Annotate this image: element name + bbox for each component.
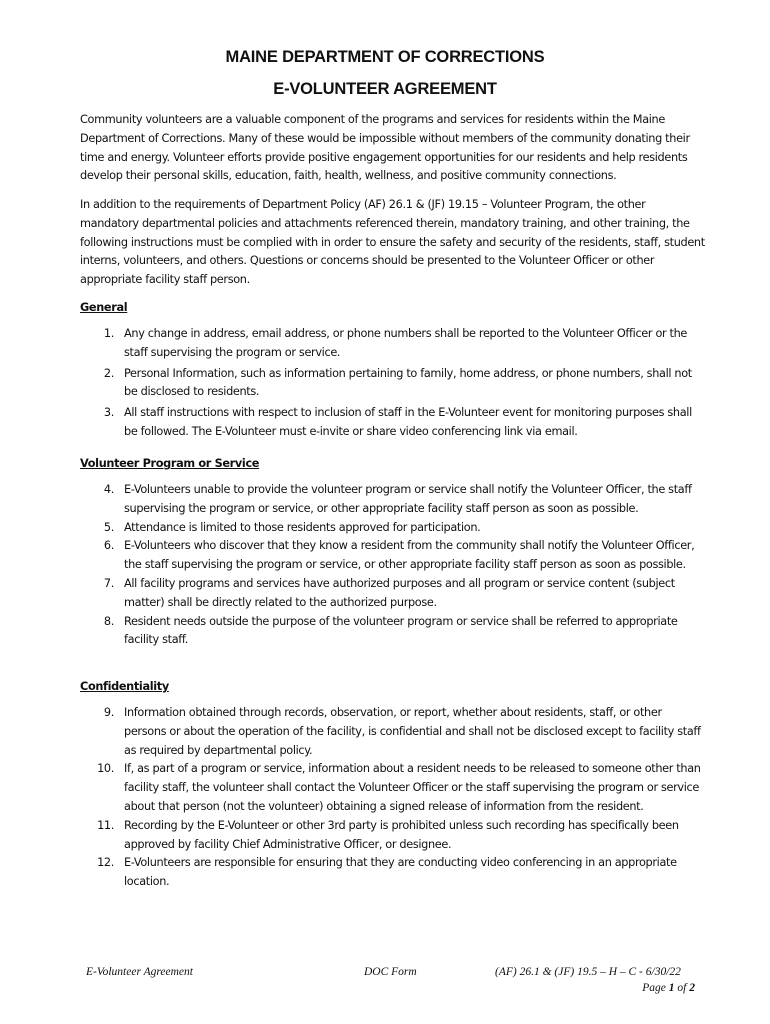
list-item-text: E-Volunteers unable to provide the volunteer program or service shall notify the Volunteer Officer, the staff supervising the program or service, or other appropriate facility staff person as soon as possible. [124, 483, 692, 515]
list-item [80, 760, 705, 816]
list-item-text: E-Volunteers are responsible for ensuring that they are conducting video conferencing in an appropriate location. [124, 856, 677, 889]
list-item [80, 365, 705, 403]
footer-form-name: E-Volunteer Agreement [86, 966, 193, 978]
list-item-number: 6. [103, 539, 114, 553]
list-item-number: 2. [103, 366, 114, 380]
section-heading-volunteer-program: Volunteer Program or Service [80, 457, 260, 470]
list-item-number: 3. [103, 406, 114, 420]
list-item [80, 575, 705, 613]
footer-form-type: DOC Form [364, 966, 417, 978]
list-item-number: 11. [97, 818, 114, 832]
page-number [642, 982, 695, 994]
list-item-number: 1. [103, 327, 114, 340]
footer-policy-ref: (AF) 26.1 & (JF) 19.5 – H – C - 6/30/22 [495, 966, 681, 978]
list-item [80, 537, 705, 575]
list-item-text: Resident needs outside the purpose of the volunteer program or service shall be referred to appropriate facility staff. [124, 614, 678, 647]
list-item [80, 817, 705, 855]
page-title: MAINE DEPARTMENT OF CORRECTIONS [225, 48, 545, 66]
page-separator: of [674, 982, 690, 994]
list-item-number: 9. [103, 706, 114, 719]
list-item-number: 12. [97, 856, 114, 870]
page-label: Page [642, 982, 669, 994]
list-item [80, 481, 705, 519]
list-item-text: All facility programs and services have authorized purposes and all program or service content (subject matter) shall be directly related to the authorized purpose. [124, 576, 675, 609]
section-heading-confidentiality: Confidentiality [80, 680, 169, 693]
requirements-paragraph: In addition to the requirements of Department Policy (AF) 26.1 & (JF) 19.15 – Volunteer Program, the other mandatory departmental policies and attachments referenced therein, mandatory training, and other training, the following instructions must be complied with in order to ensure the safety and security of the residents, staff, student interns, volunteers, and others. Questions or concerns should be presented to the Volunteer Officer or other appropriate facility staff person. [80, 198, 705, 287]
volunteer-program-list [80, 481, 705, 650]
list-item [80, 519, 705, 538]
list-item-number: 5. [103, 520, 114, 534]
list-item [80, 854, 705, 892]
list-item [80, 325, 705, 363]
general-list [80, 325, 705, 444]
section-heading-general: General [80, 301, 128, 314]
document-subtitle: E-VOLUNTEER AGREEMENT [273, 80, 497, 98]
list-item-text: Information obtained through records, observation, or report, whether about residents, staff, or other persons or about the operation of the facility, is confidential and shall not be disclosed except to facility staff as required by departmental policy. [124, 706, 701, 757]
list-item-text: Personal Information, such as information pertaining to family, home address, or phone numbers, shall not be disclosed to residents. [124, 366, 692, 399]
list-item-number: 8. [103, 614, 114, 628]
list-item-text: Any change in address, email address, or phone numbers shall be reported to the Volunteer Officer or the staff supervising the program or service. [124, 327, 688, 359]
list-item-number: 4. [103, 483, 114, 496]
list-item-number: 10. [97, 762, 114, 776]
list-item [80, 704, 705, 760]
list-item-number: 7. [103, 576, 114, 590]
page-current: 1 [668, 982, 675, 994]
list-item [80, 404, 705, 442]
list-item-text: If, as part of a program or service, information about a resident needs to be released to someone other than facility staff, the volunteer shall contact the Volunteer Officer or the staff supervising the program or service about that person (not the volunteer) obtaining a signed release of information from the resident. [124, 762, 701, 813]
list-item-text: Attendance is limited to those residents approved for participation. [124, 520, 481, 534]
intro-paragraph: Community volunteers are a valuable component of the programs and services for residents within the Maine Department of Corrections. Many of these would be impossible without members of the community donating their time and energy. Volunteer efforts provide positive engagement opportunities for our residents and help residents develop their personal skills, education, faith, health, wellness, and positive community connections. [80, 113, 690, 183]
list-item-text: Recording by the E-Volunteer or other 3rd party is prohibited unless such recording has specifically been approved by facility Chief Administrative Officer, or designee. [124, 818, 679, 851]
list-item-text: E-Volunteers who discover that they know a resident from the community shall notify the Volunteer Officer, the staff supervising the program or service, or other appropriate facility staff person as soon as possible. [124, 539, 695, 572]
list-item-text: All staff instructions with respect to inclusion of staff in the E-Volunteer event for monitoring purposes shall be followed. The E-Volunteer must e-invite or share video conferencing link via email. [124, 406, 692, 438]
confidentiality-list [80, 704, 705, 892]
list-item [80, 613, 705, 651]
page-total: 2 [689, 982, 695, 994]
